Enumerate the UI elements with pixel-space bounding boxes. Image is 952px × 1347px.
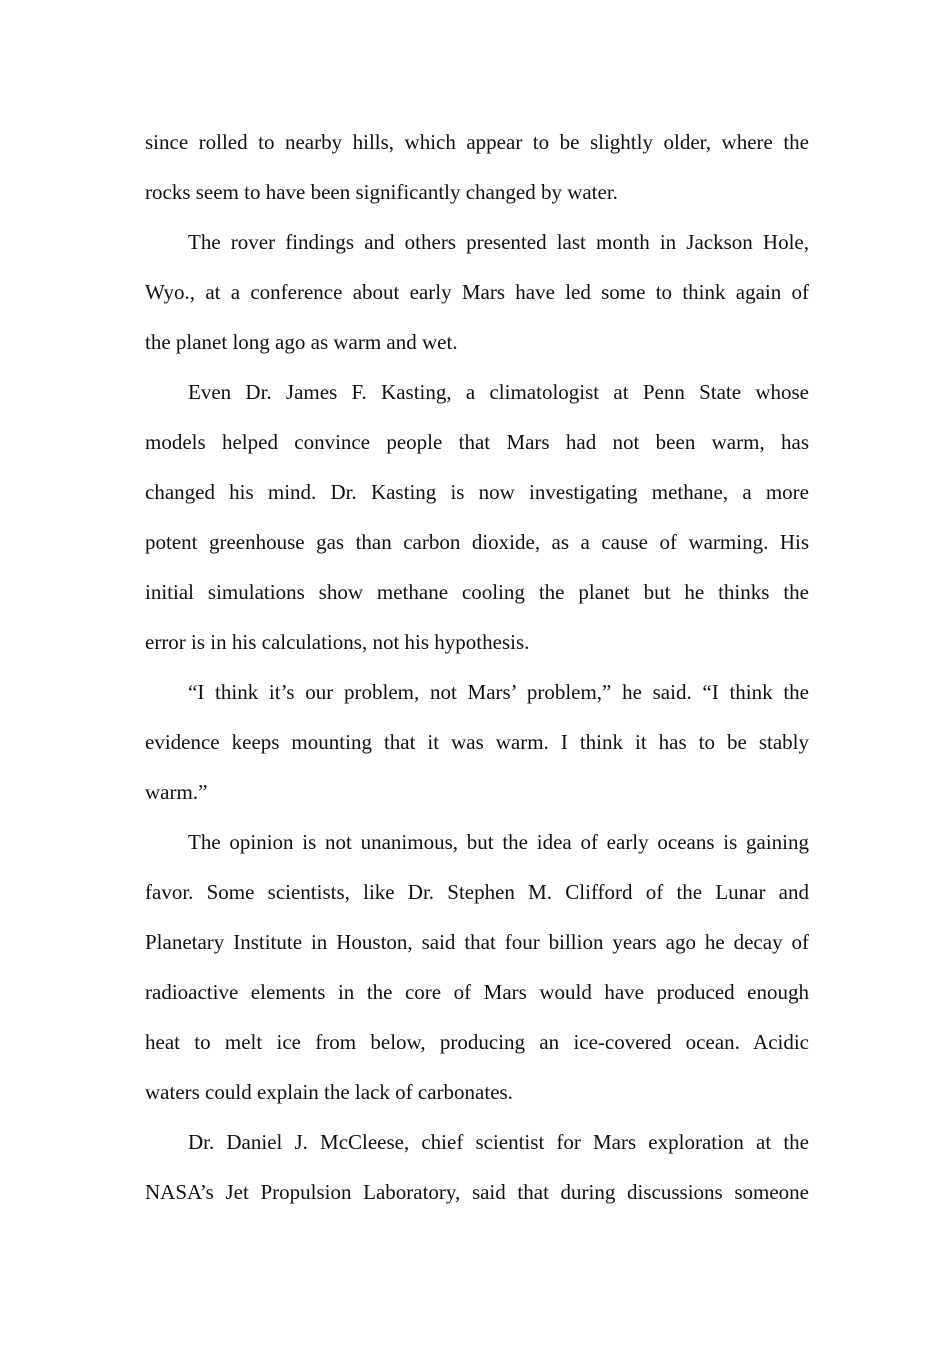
paragraph-first-line: Even Dr. James F. Kasting, a climatologist at Penn State whose — [188, 380, 809, 404]
text-line: error is in his calculations, not his hypothesis. — [145, 630, 530, 654]
text-line: since rolled to nearby hills, which appear to be slightly older, where the — [145, 130, 809, 154]
text-line: warm.” — [145, 780, 208, 804]
paragraph-first-line: The opinion is not unanimous, but the idea of early oceans is gaining — [188, 830, 809, 854]
paragraph-first-line: Dr. Daniel J. McCleese, chief scientist for Mars exploration at the — [188, 1130, 809, 1154]
text-line: NASA’s Jet Propulsion Laboratory, said that during discussions someone — [145, 1180, 809, 1204]
text-line: models helped convince people that Mars had not been warm, has — [145, 430, 809, 454]
text-line: potent greenhouse gas than carbon dioxide, as a cause of warming. His — [145, 530, 809, 554]
text-line: the planet long ago as warm and wet. — [145, 330, 458, 354]
text-line: changed his mind. Dr. Kasting is now investigating methane, a more — [145, 480, 809, 504]
text-line: radioactive elements in the core of Mars would have produced enough — [145, 980, 809, 1004]
text-line: rocks seem to have been significantly changed by water. — [145, 180, 618, 204]
text-line: evidence keeps mounting that it was warm. I think it has to be stably — [145, 730, 809, 754]
text-line: waters could explain the lack of carbonates. — [145, 1080, 513, 1104]
text-line: Planetary Institute in Houston, said that four billion years ago he decay of — [145, 930, 809, 954]
paragraph-first-line: “I think it’s our problem, not Mars’ problem,” he said. “I think the — [188, 680, 809, 704]
text-line: Wyo., at a conference about early Mars have led some to think again of — [145, 280, 809, 304]
paragraph-first-line: The rover findings and others presented last month in Jackson Hole, — [188, 230, 809, 254]
text-line: favor. Some scientists, like Dr. Stephen M. Clifford of the Lunar and — [145, 880, 809, 904]
text-line: initial simulations show methane cooling the planet but he thinks the — [145, 580, 809, 604]
document-page — [145, 117, 809, 1217]
text-line: heat to melt ice from below, producing an ice-covered ocean. Acidic — [145, 1030, 809, 1054]
